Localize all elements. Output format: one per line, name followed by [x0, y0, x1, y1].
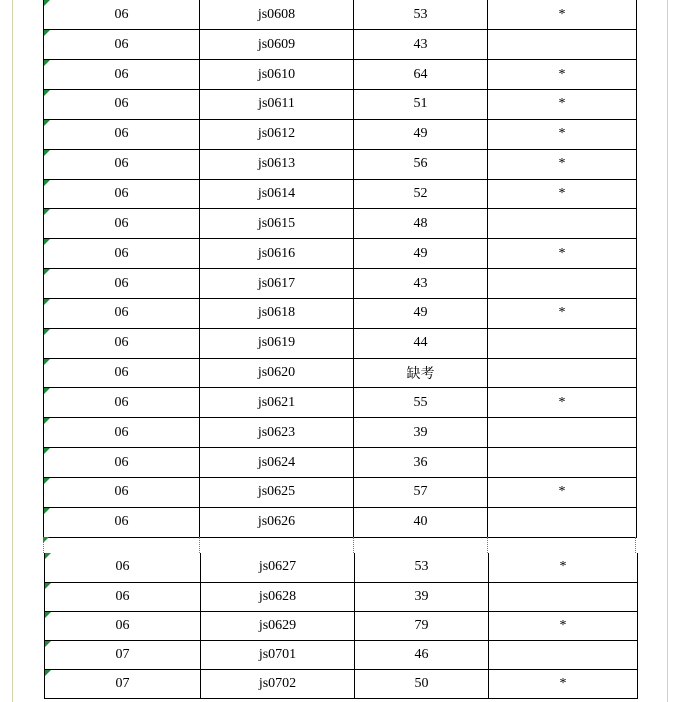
- score-cell: 49: [354, 298, 488, 328]
- class-cell: 06: [44, 179, 200, 209]
- pass-mark-cell: *: [488, 0, 637, 30]
- pass-mark-cell: *: [488, 388, 637, 418]
- pass-mark-cell: *: [488, 478, 637, 508]
- exam-id-cell: js0615: [200, 209, 354, 239]
- table-row: [44, 209, 637, 239]
- exam-id-cell: js0620: [200, 358, 354, 388]
- table-row: [44, 119, 637, 149]
- pass-mark-cell: [488, 328, 637, 358]
- table-row: [44, 478, 637, 508]
- score-table-bottom-body: [45, 553, 638, 698]
- table-row: [44, 179, 637, 209]
- pass-mark-cell: *: [488, 179, 637, 209]
- table-row: [45, 553, 638, 582]
- page-break-gap: [43, 537, 636, 553]
- score-cell: 缺考: [354, 358, 488, 388]
- table-row: [44, 30, 637, 60]
- pass-mark-cell: [488, 30, 637, 60]
- pass-mark-cell: *: [489, 669, 638, 698]
- score-cell: 39: [354, 418, 488, 448]
- table-row: [44, 358, 637, 388]
- score-cell: 44: [354, 328, 488, 358]
- class-cell: 06: [44, 239, 200, 269]
- class-cell: 06: [44, 418, 200, 448]
- score-cell: 50: [355, 669, 489, 698]
- class-cell: 07: [45, 669, 201, 698]
- pass-mark-cell: *: [488, 119, 637, 149]
- exam-id-cell: js0617: [200, 269, 354, 299]
- pass-mark-cell: [488, 209, 637, 239]
- table-row: [44, 60, 637, 90]
- class-cell: 06: [44, 119, 200, 149]
- score-cell: 43: [354, 30, 488, 60]
- class-cell: 06: [44, 507, 200, 537]
- exam-id-cell: js0611: [200, 90, 354, 120]
- class-cell: 06: [44, 328, 200, 358]
- score-cell: 53: [355, 553, 489, 582]
- pass-mark-cell: [489, 582, 638, 611]
- score-cell: 55: [354, 388, 488, 418]
- class-cell: 06: [44, 448, 200, 478]
- score-cell: 48: [354, 209, 488, 239]
- score-cell: 79: [355, 611, 489, 640]
- score-cell: 51: [354, 90, 488, 120]
- exam-id-cell: js0624: [200, 448, 354, 478]
- pass-mark-cell: *: [488, 90, 637, 120]
- score-table-top: [43, 0, 637, 538]
- exam-id-cell: js0702: [201, 669, 355, 698]
- exam-id-cell: js0608: [200, 0, 354, 30]
- table-row: [45, 611, 638, 640]
- class-cell: 06: [44, 298, 200, 328]
- exam-id-cell: js0618: [200, 298, 354, 328]
- score-cell: 39: [355, 582, 489, 611]
- score-cell: 64: [354, 60, 488, 90]
- table-row: [44, 418, 637, 448]
- pass-mark-cell: [488, 448, 637, 478]
- class-cell: 06: [44, 149, 200, 179]
- exam-id-cell: js0625: [200, 478, 354, 508]
- pass-mark-cell: [488, 269, 637, 299]
- class-cell: 07: [45, 640, 201, 669]
- pass-mark-cell: [488, 358, 637, 388]
- table-row: [44, 239, 637, 269]
- class-cell: 06: [44, 209, 200, 239]
- class-cell: 06: [44, 478, 200, 508]
- table-row: [44, 328, 637, 358]
- score-cell: 43: [354, 269, 488, 299]
- pass-mark-cell: [488, 507, 637, 537]
- table-row: [45, 669, 638, 698]
- score-cell: 36: [354, 448, 488, 478]
- score-table-top-body: [44, 0, 637, 537]
- class-cell: 06: [44, 269, 200, 299]
- pass-mark-cell: *: [489, 611, 638, 640]
- table-row: [45, 640, 638, 669]
- exam-id-cell: js0623: [200, 418, 354, 448]
- class-cell: 06: [44, 358, 200, 388]
- class-cell: 06: [45, 553, 201, 582]
- class-cell: 06: [45, 611, 201, 640]
- table-row: [44, 448, 637, 478]
- score-table-bottom: [44, 553, 638, 699]
- pass-mark-cell: *: [488, 298, 637, 328]
- score-cell: 46: [355, 640, 489, 669]
- class-cell: 06: [44, 30, 200, 60]
- score-cell: 40: [354, 507, 488, 537]
- table-row: [44, 507, 637, 537]
- exam-id-cell: js0609: [200, 30, 354, 60]
- table-row: [44, 90, 637, 120]
- score-cell: 57: [354, 478, 488, 508]
- table-row: [45, 582, 638, 611]
- class-cell: 06: [44, 388, 200, 418]
- table-row: [44, 0, 637, 30]
- score-cell: 52: [354, 179, 488, 209]
- cell-marker: [43, 537, 49, 543]
- pass-mark-cell: *: [488, 149, 637, 179]
- exam-id-cell: js0627: [201, 553, 355, 582]
- exam-id-cell: js0610: [200, 60, 354, 90]
- pass-mark-cell: *: [488, 60, 637, 90]
- score-cell: 49: [354, 119, 488, 149]
- class-cell: 06: [44, 0, 200, 30]
- class-cell: 06: [45, 582, 201, 611]
- pass-mark-cell: *: [489, 553, 638, 582]
- score-cell: 56: [354, 149, 488, 179]
- table-row: [44, 269, 637, 299]
- table-row: [44, 298, 637, 328]
- exam-id-cell: js0621: [200, 388, 354, 418]
- exam-id-cell: js0613: [200, 149, 354, 179]
- class-cell: 06: [44, 60, 200, 90]
- score-cell: 49: [354, 239, 488, 269]
- class-cell: 06: [44, 90, 200, 120]
- table-row: [44, 388, 637, 418]
- pass-mark-cell: *: [488, 239, 637, 269]
- exam-id-cell: js0701: [201, 640, 355, 669]
- pass-mark-cell: [489, 640, 638, 669]
- score-cell: 53: [354, 0, 488, 30]
- table-row: [44, 149, 637, 179]
- exam-id-cell: js0616: [200, 239, 354, 269]
- exam-id-cell: js0614: [200, 179, 354, 209]
- exam-id-cell: js0629: [201, 611, 355, 640]
- pass-mark-cell: [488, 418, 637, 448]
- exam-id-cell: js0626: [200, 507, 354, 537]
- exam-id-cell: js0619: [200, 328, 354, 358]
- exam-id-cell: js0628: [201, 582, 355, 611]
- exam-id-cell: js0612: [200, 119, 354, 149]
